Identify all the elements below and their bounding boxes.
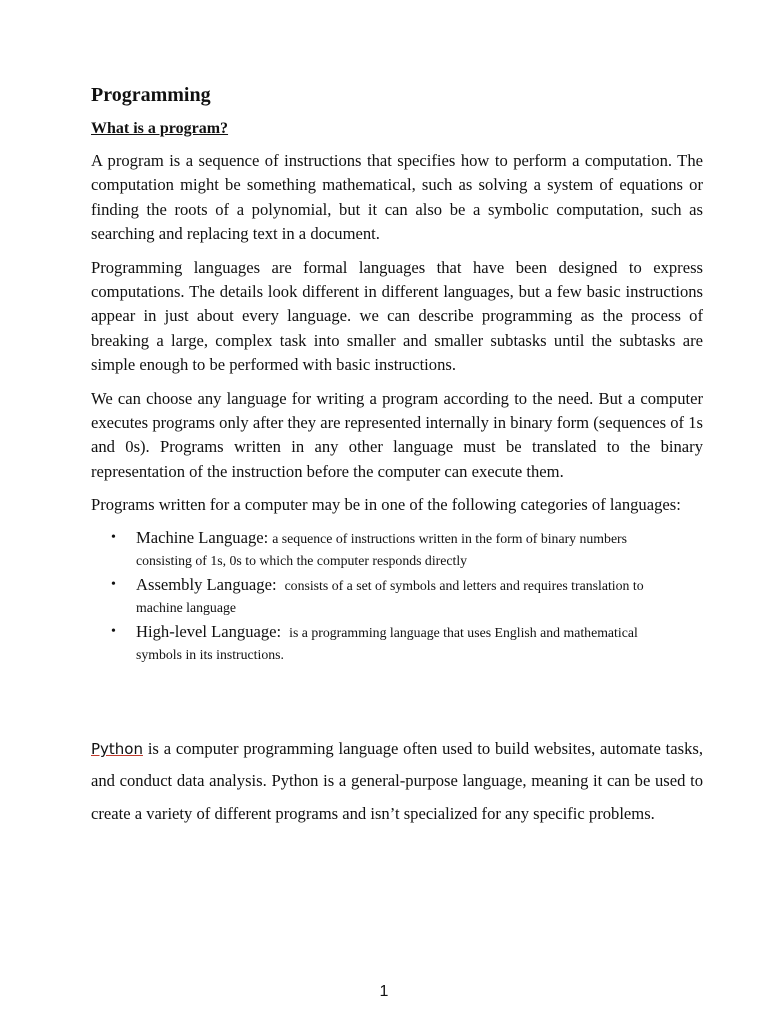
bullet-icon: • [111, 529, 116, 545]
list-item [111, 574, 703, 619]
python-link[interactable]: Python [91, 740, 143, 758]
list-item [111, 621, 703, 666]
category-description-continued: consisting of 1s, 0s to which the computer responds directly [136, 552, 468, 568]
category-term: Assembly Language: [136, 574, 277, 594]
language-categories-list [91, 527, 703, 666]
document-body [91, 82, 703, 668]
category-description-continued: symbols in its instructions. [136, 646, 284, 662]
paragraph-program-definition: A program is a sequence of instructions that specifies how to perform a computation. The computation might be something mathematical, such as solving a system of equations or finding the roots of a polynomial, but it can also be a symbolic computation, such as searching and replacing text in a document. [91, 151, 703, 244]
category-term: Machine Language: [136, 527, 269, 547]
list-item [111, 527, 703, 572]
category-description: a sequence of instructions written in the form of binary numbers [272, 530, 628, 546]
paragraph-categories-intro: Programs written for a computer may be in one of the following categories of languages: [91, 495, 681, 515]
bullet-icon: • [111, 623, 116, 639]
section-heading: What is a program? [91, 120, 229, 137]
paragraph-programming-languages: Programming languages are formal languages that have been designed to express computations. The details look different in different languages, but a few basic instructions appear in just about every language. we can describe programming as the process of breaking a large, complex task into smaller and smaller subtasks until the subtasks are simple enough to be performed with basic instructions. [91, 257, 703, 375]
category-description-continued: machine language [136, 599, 236, 615]
page-title: Programming [91, 84, 211, 106]
bullet-icon: • [111, 576, 116, 592]
paragraph-python [91, 733, 703, 830]
python-description: is a computer programming language often used to build websites, automate tasks, and conduct data analysis. Python is a general-purpose language, meaning it can be used to create a variety of different programs and isn’t specialized for any specific problems. [91, 739, 703, 823]
category-term: High-level Language: [136, 621, 282, 641]
category-description: consists of a set of symbols and letters and requires translation to [284, 577, 644, 593]
paragraph-binary-form: We can choose any language for writing a program according to the need. But a computer executes programs only after they are represented internally in binary form (sequences of 1s and 0s). Programs written in any other language must be translated to the binary representation of the instruction before the computer can execute them. [91, 388, 703, 481]
page-number: 1 [379, 983, 389, 1000]
category-description: is a programming language that uses English and mathematical [289, 624, 638, 640]
